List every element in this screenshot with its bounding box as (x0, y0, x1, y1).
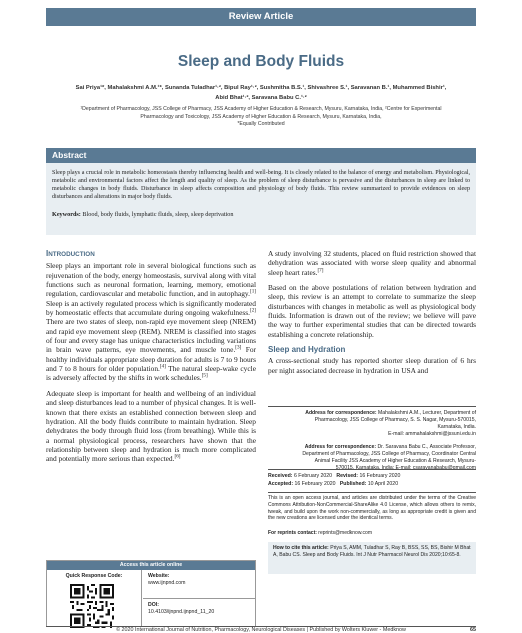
author-list (52, 83, 470, 103)
revised-label: Revised: (336, 473, 358, 479)
correspondence (268, 410, 476, 478)
corr-label-1: Address for correspondence: (305, 410, 377, 416)
received-date: 6 February 2020 (293, 473, 333, 479)
right-column (268, 249, 476, 381)
affiliations (52, 106, 470, 129)
page-footer (46, 626, 476, 633)
intro-heading-rest: NTRODUCTION (48, 251, 95, 258)
website-link[interactable]: www.ijnpnd.com (148, 580, 186, 586)
access-info (143, 570, 255, 626)
cite-label: How to cite this article: (273, 545, 329, 551)
page-number: 65 (470, 627, 476, 633)
access-online-box (46, 560, 256, 627)
corr-text-2d: 570015, Karnataka, India; E-mail: csaravanababu@gmail.com (335, 465, 476, 471)
intro-heading (46, 249, 256, 259)
intro-paragraph-2: Adequate sleep is important for health and wellbeing of an individual and sleep disturbances lead to a number of physical changes. It is well-known that there exists an established connection between sleep and hydration. All the body fluids contribute to maintain hydration. Sleep dehydrates the body through fluid loss (from breathing). While this is a normal physiological process, researchers have shown that the relationship between sleep and hydration is much more complicated and potentially more serious than expected.[6] (46, 388, 256, 464)
abstract-body (46, 163, 476, 235)
doi-label: DOI: (148, 602, 159, 608)
abstract-heading: Abstract (46, 148, 476, 163)
qr-panel (47, 570, 142, 626)
section-label: Review Article (228, 11, 294, 22)
corr-text-2b: Department of Pharmacology, JSS College of Pharmacy, Coordinator Central (302, 451, 476, 457)
website-label: Website: (148, 573, 170, 579)
correspondence-1 (268, 410, 476, 438)
affil-line-1: ¹Department of Pharmacology, JSS College of Pharmacy, JSS Academy of Higher Education & Research, Mysuru, Karnataka, India, ²Centre for Experimental (80, 106, 442, 112)
website-row (143, 570, 255, 599)
received-label: Received: (268, 473, 293, 479)
qr-label: Quick Response Code: (65, 573, 123, 579)
affil-line-2: Pharmacology and Toxicology, JSS Academy of Higher Education & Research, Mysuru, Karnataka, India, (140, 113, 382, 120)
left-column (46, 249, 256, 470)
right-paragraph-3: A cross-sectional study has reported shorter sleep duration of 6 hrs per night associated decrease in hydration in USA and (268, 356, 476, 375)
keywords-text: Blood, body fluids, lymphatic fluids, sleep, sleep deprivation (82, 211, 234, 218)
footer-text: © 2020 International Journal of Nutrition, Pharmacology, Neurological Diseases | Published by Wolters Kluwer - Medknow (116, 627, 406, 633)
divider (268, 492, 476, 493)
section-banner (46, 8, 476, 26)
accepted-date: 16 February 2020 (294, 481, 336, 487)
corr-text-1a: Mahalakshmi A.M., Lecturer, Department of (378, 410, 476, 416)
corr-text-2a: Dr. Saravana Babu C., Associate Professor, (377, 444, 476, 450)
accepted-label: Accepted: (268, 481, 294, 487)
corr-text-1b: Pharmacology, JSS College of Pharmacy, S. S. Nagar, Mysuru-570015, (314, 417, 476, 423)
reprints-email[interactable]: reprints@medknow.com (318, 530, 373, 536)
how-to-cite (268, 542, 476, 574)
correspondence-2 (268, 444, 476, 472)
corr-text-1c: Karnataka, India. (437, 424, 476, 430)
abstract-text: Sleep plays a crucial role in metabolic homeostasis thereby influencing health and well-being. It is closely related to the balance of energy and metabolism. Physiological, metabolic and environmental factors affect the length and quality of sleep. As the problem of sleep disturbance is pervasive and the disturbances in sleep are linked to metabolic changes in body fluids. Disturbance in sleep affects composition and physiology of body fluids. This review summarized to provide evidences on sleep disturbances and alterations in major body fluids. (52, 170, 470, 201)
divider (268, 406, 476, 407)
article-title: Sleep and Body Fluids (177, 53, 345, 70)
authors-line-1: Sai Priya¹*, Mahalakshmi A.M.¹*, Sunanda Tuladhar¹·², Bipul Ray¹·², Sushmitha B.S.¹, Shivashree S.¹, Saravanan B.¹, Muhammed Bishir¹, (75, 85, 447, 91)
doi-link[interactable]: 10.4103/ijnpnd.ijnpnd_11_20 (148, 609, 215, 615)
keywords (46, 211, 476, 219)
published-label: Published: (339, 481, 367, 487)
corr-text-2c: Animal Facility JSS Academy of Higher Education & Research, Mysuru- (314, 458, 476, 464)
corr-text-1d: E-mail: ammahalakshmi@jssuni.edu.in (388, 431, 476, 437)
authors-line-2: Abid Bhat¹·², Saravana Babu C.¹·² (215, 95, 307, 101)
reprints (268, 530, 476, 536)
intro-heading-first: I (46, 249, 49, 258)
sleep-hydration-heading: Sleep and Hydration (268, 345, 346, 355)
keywords-label: Keywords: (52, 211, 81, 218)
cite-text: Priya S, AMM, Tuladhar S, Ray B, BSS, SS, BS, Bishir M Bhat A, Babu CS. Sleep and Body Fluids. Int J Nutr Pharmacol Neurol Dis 2020;10:65-8. (273, 545, 471, 558)
qr-code-icon[interactable] (70, 584, 114, 628)
affil-line-3: *Equally Contributed (237, 121, 285, 128)
divider (268, 469, 476, 470)
published-date: 10 April 2020 (367, 481, 399, 487)
doi-row (143, 599, 255, 619)
corr-label-2: Address for correspondence: (304, 444, 377, 450)
right-paragraph-1: A study involving 32 students, placed on fluid restriction showed that dehydration was associated with worse sleep quality and abnormal sleep heart rates.[7] (268, 249, 476, 277)
access-heading: Access this article online (47, 561, 255, 570)
license-text: This is an open access journal, and articles are distributed under the terms of the Creative Commons Attribution-NonCommercial-ShareAlike 4.0 License, which allows others to remix, tweak, and build upon the work non-commercially, as long as appropriate credit is given and the new creations are licensed under the identical terms. (268, 495, 476, 522)
reprints-label: For reprints contact: (268, 530, 317, 536)
right-paragraph-2: Based on the above postulations of relation between hydration and sleep, this review is an attempt to correlate to summarize the sleep disturbances with changes in metabolic as well as physiological body fluids. Information is drawn out of the review; we believe will pave the way to further experimental studies that can be directed towards establishing a concrete relationship. (268, 283, 476, 339)
article-dates (268, 472, 476, 488)
revised-date: 16 February 2020 (359, 473, 401, 479)
intro-paragraph-1: Sleep plays an important role in several biological functions such as rejuvenation of the body, energy homeostasis, survival along with vital functions such as neuronal formation, learning, memory, emotional regulation, cardiovascular and metabolic function, and in autophagy.[1] Sleep is an actively regulated process which is significantly moderated by homeostatic effects that accumulate during ongoing wakefulness.[2] There are two states of sleep, non-rapid eye movement sleep (NREM) and rapid eye movement sleep (REM). NREM is classified into stages of four and every stage has unique characteristics including variations in brain wave patterns, eye movements, and muscle tone.[3] For healthy individuals appropriate sleep duration for adults is 7 to 9 hours and 7 to 8 hours for older population.[4] The natural sleep-wake cycle is adversely affected by the shifts in work schedules.[5] (46, 261, 256, 383)
